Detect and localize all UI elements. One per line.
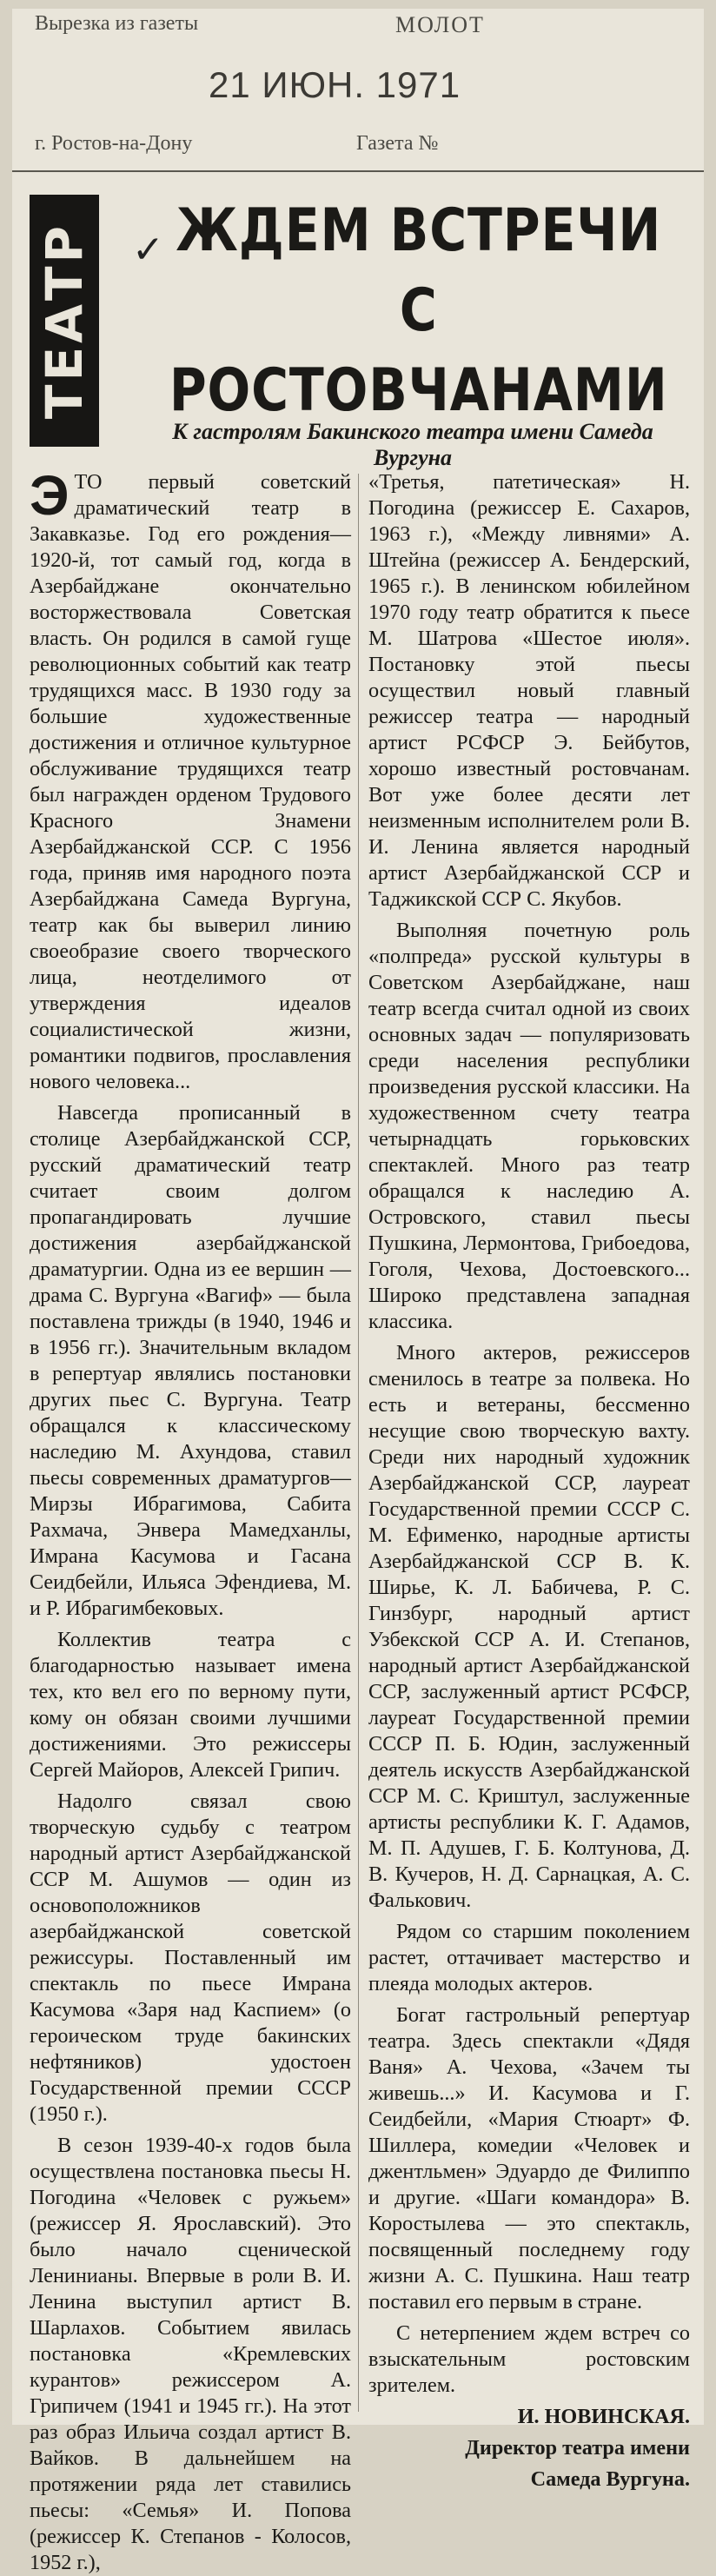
left-column — [30, 464, 351, 2576]
headline — [148, 191, 690, 431]
right-column — [368, 469, 690, 2493]
paragraph: «Третья, патетическая» Н. Погодина (режиссер Е. Сахаров, 1963 г.), «Между ливнями» А. Штейна (режиссер А. Бендерский, 1965 г.). В ленинском юбилейном 1970 году театр обратится к пьесе М. Шатрова «Шестое июля». Постановку этой пьесы осуществил новый главный режиссер театра — народный артист РСФСР Э. Бейбутов, хорошо известный ростовчанам. Вот уже более десяти лет неизменным исполнителем роли В. И. Ленина является народный артист Азербайджанской ССР и Таджикской ССР С. Якубов. — [368, 470, 690, 911]
paragraph: Рядом со старшим поколением растет, оттачивает мастерство и плеяда молодых актеров. — [368, 1920, 690, 1995]
paragraph: С нетерпением ждем встреч со взыскательным ростовским зрителем. — [368, 2321, 690, 2397]
paragraph: ЭТО первый советский драматический театр в Закавказье. Год его рождения—1920-й, тот самый год, когда в Азербайджане окончательно восторжествовала Советская власть. Он родился в самой гуще революционных событий как театр трудящихся масс. В 1930 году за большие художественные достижения и отличное культурное обслуживание трудящихся театр был награжден орденом Трудового Красного Знамени Азербайджанской ССР. С 1956 года, приняв имя народного поэта Азербайджана Самеда Вургуна, театр как бы выверил линию своеобразие своего творческого лица, неотделимого от утверждения идеалов социалистической жизни, романтики подвигов, прославления нового человека... — [30, 464, 351, 1093]
city-label: г. Ростов-на-Дону — [35, 132, 193, 155]
paragraph: Выполняя почетную роль «полпреда» русской культуры в Советском Азербайджане, наш театр всегда считал одной из своих основных задач — популяризовать среди населения республики произведения русской классики. На художественном счету театра четырнадцать горьковских спектаклей. Много раз театр обращался к наследию А. Островского, ставил пьесы Пушкина, Лермонтова, Грибоедова, Гоголя, Чехова, Достоевского... Широко представлена западная классика. — [368, 919, 690, 1333]
column-divider — [358, 474, 359, 2412]
gazette-number-label: Газета № — [356, 132, 439, 155]
paragraph: Надолго связал свою творческую судьбу с театром народный артист Азербайджанской ССР М. Ашумов — один из основоположников азербайджанской советской режиссуры. Поставленный им спектакль по пьесе Имрана Касумова «Заря над Каспием» (о героическом труде бакинских нефтяников) удостоен Государственной премии СССР (1950 г.). — [30, 1789, 351, 2126]
paragraph: Богат гастрольный репертуар театра. Здесь спектакли «Дядя Ваня» А. Чехова, «Зачем ты живешь...» И. Касумова и Г. Сеидбейли, «Мария Стюарт» Ф. Шиллера, комедии «Человек и джентльмен» Эдуардо де Филиппо и другие. «Шаги командора» В. Коростылева — это спектакль, посвященный последнему году жизни А. С. Пушкина. Наш театр поставил его первым в стране. — [368, 2003, 690, 2314]
drop-cap: Э — [30, 464, 70, 527]
rubric-badge — [30, 195, 99, 447]
clipping-label: Вырезка из газеты — [35, 12, 199, 35]
header-rule — [12, 170, 704, 172]
author-title-line-2: Самеда Вургуна. — [530, 2467, 690, 2491]
paragraph: Коллектив театра с благодарностью называет имена тех, кто вел его по верному пути, кому он обязан своими лучшими достижениями. Это режиссеры Сергей Майоров, Алексей Грипич. — [30, 1628, 351, 1782]
author-title-line-1: Директор театра имени — [465, 2436, 690, 2460]
check-mark-icon: ✓ — [132, 228, 164, 272]
subheadline: К гастролям Бакинского театра имени Самеда Вургуна — [172, 419, 653, 470]
date-stamp: 21 ИЮН. 1971 — [209, 64, 461, 105]
paragraph: Много актеров, режиссеров сменилось в театре за полвека. Но есть и ветераны, бессменно несущие свою творческую вахту. Среди них народный художник Азербайджанской ССР, лауреат Государственной премии СССР С. М. Ефименко, народные артисты Азербайджанской ССР В. К. Ширье, К. Л. Бабичева, Р. С. Гинзбург, народный артист Узбекской ССР А. И. Степанов, народный артист Азербайджанской ССР, заслуженный артист РСФСР, лауреат Государственной премии СССР П. Б. Юдин, заслуженный деятель искусств Азербайджанской ССР М. С. Криштул, заслуженные артисты республики К. Г. Адамов, М. П. Адушев, Г. Б. Колтунова, Д. В. Кучеров, Н. Д. Сарнацкая, А. С. Фалькович. — [368, 1341, 690, 1912]
rubric-text: ТЕАТР — [35, 222, 94, 420]
headline-line-2: С РОСТОВЧАНАМИ — [169, 276, 668, 425]
paragraph: Навсегда прописанный в столице Азербайджанской ССР, русский драматический театр считает своим долгом пропагандировать лучшие достижения азербайджанской драматургии. Одна из ее вершин — драма С. Вургуна «Вагиф» — была поставлена трижды (в 1940, 1946 и в 1956 гг.). Значительным вкладом в репертуар являлись постановки других пьес С. Вургуна. Театр обращался к классическому наследию М. Ахундова, ставил пьесы современных драматургов— Мирзы Ибрагимова, Сабита Рахмача, Энвера Мамедханлы, Имрана Касумова и Гасана Сеидбейли, Ильяса Эфендиева, М. и Р. Ибрагимбековых. — [30, 1101, 351, 1620]
paragraph: В сезон 1939-40-х годов была осуществлена постановка пьесы Н. Погодина «Человек с ружьем» (режиссер Я. Ярославский). Это было начало сценической Ленинианы. Впервые в роли В. И. Ленина выступил артист В. Шарлахов. Событием явилась постановка «Кремлевских курантов» режиссером А. Грипичем (1941 и 1945 гг.). На этот раз образ Ильича создал артист В. Вайков. В дальнейшем на протяжении ряда лет ставились пьесы: «Семья» И. Попова (режиссер К. Степанов - Колосов, 1952 г.), — [30, 2134, 351, 2574]
author-name: И. НОВИНСКАЯ. — [517, 2405, 690, 2428]
headline-line-1: ЖДЕМ ВСТРЕЧИ — [176, 196, 662, 265]
paper-name: МОЛОТ — [395, 12, 485, 37]
